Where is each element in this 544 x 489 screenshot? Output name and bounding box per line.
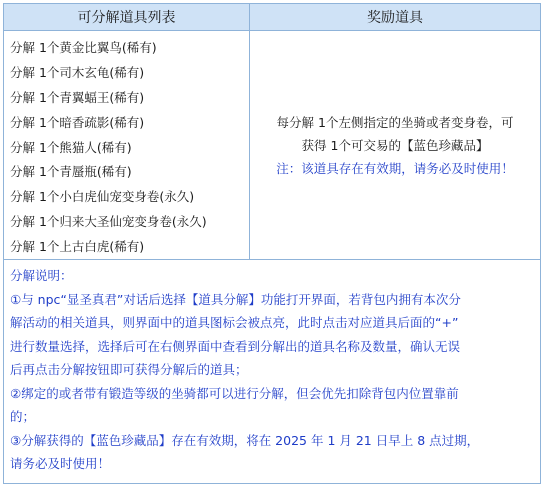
description-p1-line1: ①与 npc“显圣真君”对话后选择【道具分解】功能打开界面，若背包内拥有本次分 <box>10 291 461 307</box>
description-p1-line3: 进行数量选择，选择后可在右侧界面中查看到分解出的道具名称及数量，确认无误 <box>10 338 461 354</box>
description-title: 分解说明： <box>10 268 73 283</box>
description-p3-line1: ③分解获得的【蓝色珍藏品】存在有效期，将在 2025 年 1 月 21 日早上 8 点过期， <box>10 432 480 448</box>
decompose-description <box>4 259 540 483</box>
description-p3-line2: 请务必及时使用！ <box>10 456 111 471</box>
reward-cell <box>250 31 540 259</box>
decompose-table <box>3 3 541 484</box>
list-item: 分解 1个黄金比翼鸟(稀有) <box>10 40 157 55</box>
header-decomposable-items: 可分解道具列表 <box>4 4 250 31</box>
list-item: 分解 1个司木玄龟(稀有) <box>10 64 145 80</box>
list-item: 分解 1个归来大圣仙宠变身卷(永久) <box>10 214 207 230</box>
list-item: 分解 1个上古白虎(稀有) <box>10 239 145 255</box>
description-p2-line2: 的； <box>10 409 36 424</box>
list-item: 分解 1个青蜃瓶(稀有) <box>10 164 132 180</box>
reward-text-line1: 每分解 1个左侧指定的坐骑或者变身卷，可 <box>276 114 514 130</box>
list-item: 分解 1个暗香疏影(稀有) <box>10 114 145 130</box>
reward-text-line2: 获得 1个可交易的【蓝色珍藏品】 <box>301 137 489 153</box>
header-reward-items: 奖励道具 <box>250 4 540 31</box>
description-p1-line2: 解活动的相关道具，则界面中的道具图标会被点亮，此时点击对应道具后面的“+” <box>10 315 459 330</box>
decomposable-items-list <box>4 31 250 259</box>
description-p2-line1: ②绑定的或者带有锻造等级的坐骑都可以进行分解，但会优先扣除背包内位置靠前 <box>10 385 459 401</box>
list-item: 分解 1个熊猫人(稀有) <box>10 139 132 155</box>
list-item: 分解 1个小白虎仙宠变身卷(永久) <box>10 189 195 205</box>
list-item: 分解 1个青翼蝠王(稀有) <box>10 89 145 105</box>
expiry-notice: 注：该道具存在有效期，请务必及时使用！ <box>276 160 514 176</box>
description-p1-line4: 后再点击分解按钮即可获得分解后的道具； <box>10 362 248 377</box>
